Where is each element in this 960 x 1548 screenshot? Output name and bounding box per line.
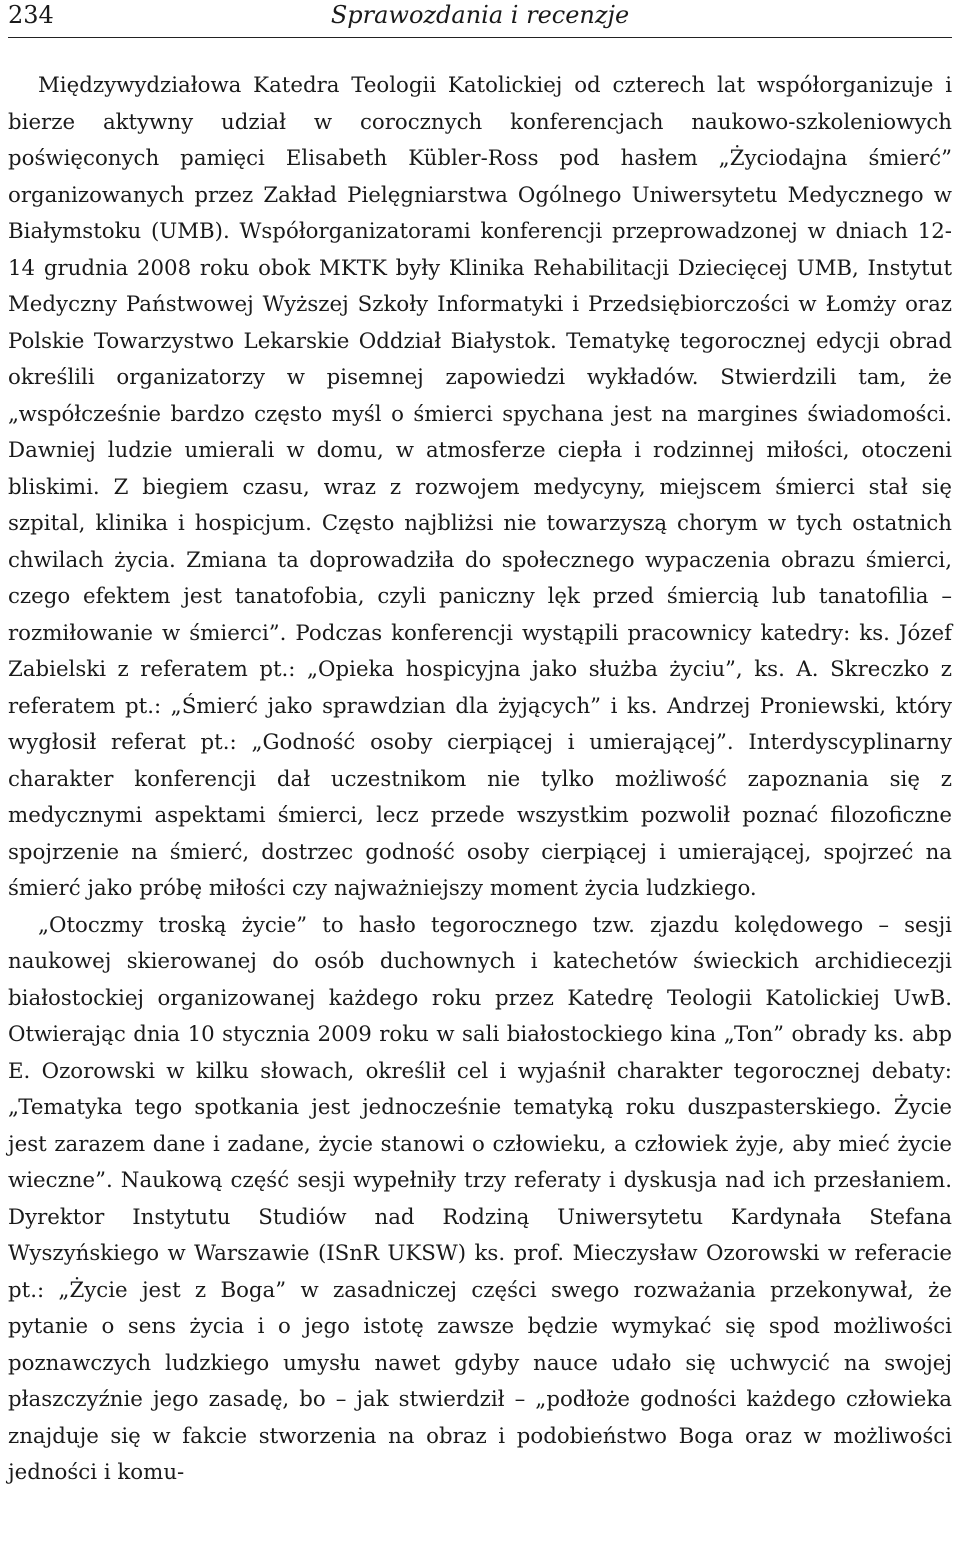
section-title: Sprawozdania i recenzje [330,1,630,29]
running-head [8,0,952,34]
paragraph: „Otoczmy troską życie” to hasło tegorocznego tzw. zjazdu kolędowego – sesji naukowej skierowanej do osób duchownych i katechetów świeckich archidiecezji białostockiej organizowanej każdego roku przez Katedrę Teologii Katolickiej UwB. Otwierając dnia 10 stycznia 2009 roku w sali białostockiego kina „Ton” obrady ks. abp E. Ozorowski w kilku słowach, określił cel i wyjaśnił charakter tegorocznej debaty: „Tematyka tego spotkania jest jednocześnie tematyką roku duszpasterskiego. Życie jest zarazem dane i zadane, życie stanowi o człowieku, a człowiek żyje, aby mieć życie wieczne”. Naukową część sesji wypełniły trzy referaty i dyskusja nad ich przesłaniem. Dyrektor Instytutu Studiów nad Rodziną Uniwersytetu Kardynała Stefana Wyszyńskiego w Warszawie (ISnR UKSW) ks. prof. Mieczysław Ozorowski w referacie pt.: „Życie jest z Boga” w zasadniczej części swego rozważania przekonywał, że pytanie o sens życia i o jego istotę zawsze będzie wymykać się spod możliwości poznawczych ludzkiego umysłu nawet gdyby nauce udało się uchwycić na swojej płaszczyźnie jego zasadę, bo – jak stwierdził – „podłoże godności każdego człowieka znajduje się w fakcie stworzenia na obraz i podobieństwo Boga oraz w możliwości jedności i komu- [8,912,952,1485]
page-number: 234 [8,1,54,29]
header-rule [8,37,952,38]
body-text [8,68,952,1492]
paragraph: Międzywydziałowa Katedra Teologii Katolickiej od czterech lat współorganizuje i bierze aktywny udział w corocznych konferencjach naukowo-szkoleniowych poświęconych pamięci Elisabeth Kübler-Ross pod hasłem „Życiodajna śmierć” organizowanych przez Zakład Pielęgniarstwa Ogólnego Uniwersytetu Medycznego w Białymstoku (UMB). Współorganizatorami konferencji przeprowadzonej w dniach 12-14 grudnia 2008 roku obok MKTK były Klinika Rehabilitacji Dziecięcej UMB, Instytut Medyczny Państwowej Wyższej Szkoły Informatyki i Przedsiębiorczości w Łomży oraz Polskie Towarzystwo Lekarskie Oddział Białystok. Tematykę tegorocznej edycji obrad określili organizatorzy w pisemnej zapowiedzi wykładów. Stwierdzili tam, że „współcześnie bardzo często myśl o śmierci spychana jest na margines świadomości. Dawniej ludzie umierali w domu, w atmosferze ciepła i rodzinnej miłości, otoczeni bliskimi. Z biegiem czasu, wraz z rozwojem medycyny, miejscem śmierci stał się szpital, klinika i hospicjum. Często najbliżsi nie towarzyszą chorym w tych ostatnich chwilach życia. Zmiana ta doprowadziła do społecznego wypaczenia obrazu śmierci, czego efektem jest tanatofobia, czyli paniczny lęk przed śmiercią lub tanatofilia – rozmiłowanie w śmierci”. Podczas konferencji wystąpili pracownicy katedry: ks. Józef Zabielski z referatem pt.: „Opieka hospicyjna jako służba życiu”, ks. A. Skreczko z referatem pt.: „Śmierć jako sprawdzian dla żyjących” i ks. Andrzej Proniewski, który wygłosił referat pt.: „Godność osoby cierpiącej i umierającej”. Interdyscyplinarny charakter konferencji dał uczestnikom nie tylko możliwość zapoznania się z medycznymi aspektami śmierci, lecz przede wszystkim pozwolił poznać filozoficzne spojrzenie na śmierć, dostrzec godność osoby cierpiącej i umierającej, spojrzeć na śmierć jako próbę miłości czy najważniejszy moment życia ludzkiego. [8,73,952,901]
